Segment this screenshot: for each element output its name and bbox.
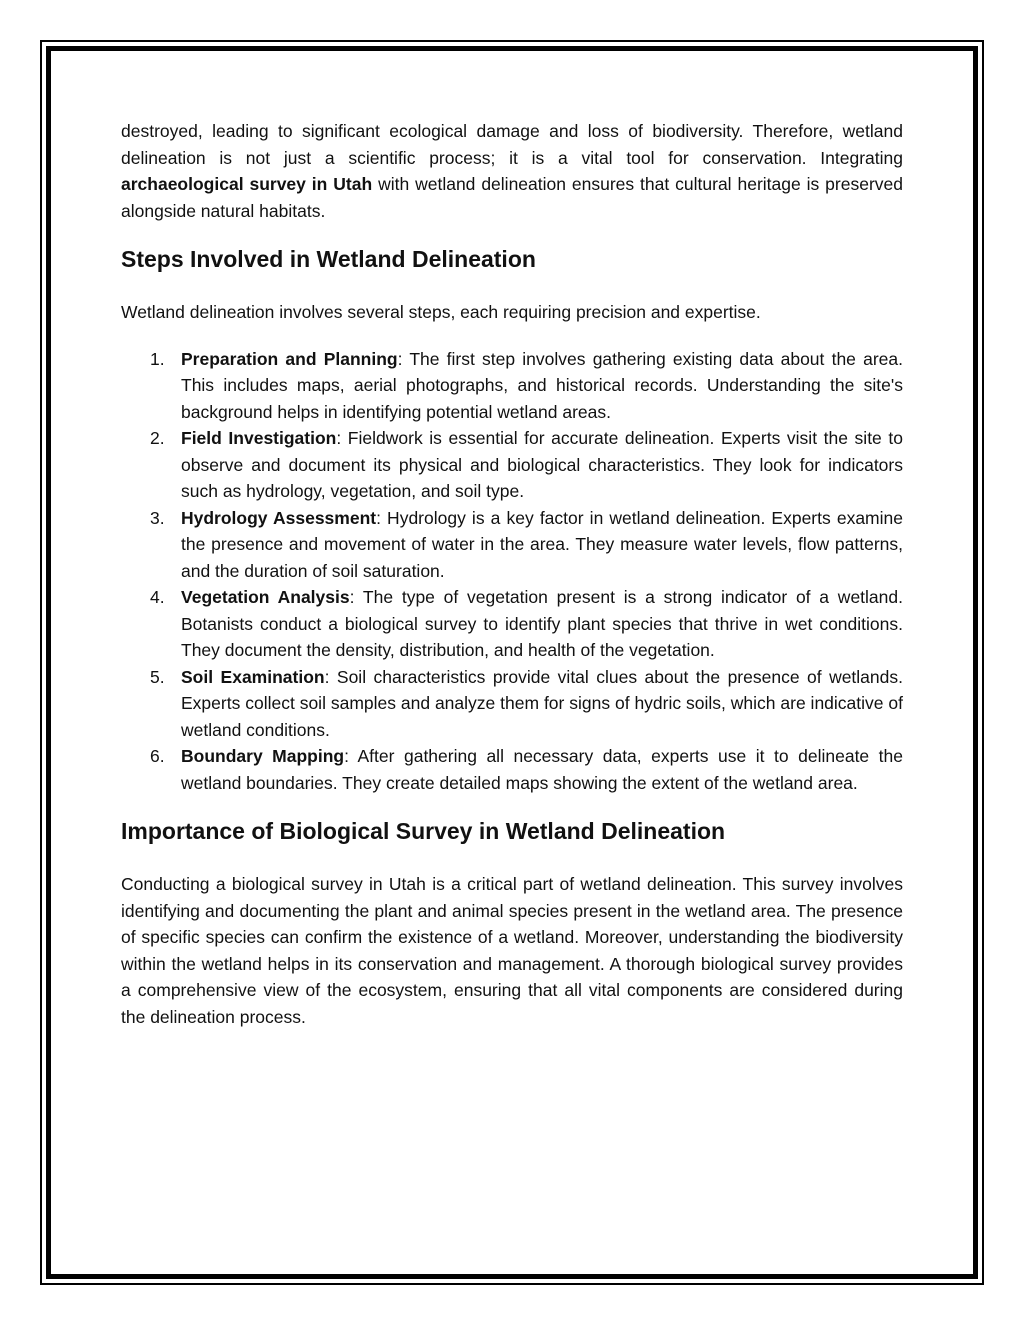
list-item (121, 346, 903, 426)
intro-text-start: destroyed, leading to significant ecological damage and loss of biodiversity. Therefore, wetland delineation is not just a scientific process; it is a vital tool for conservation. Integrating (121, 121, 903, 168)
list-item-title: Soil Examination (181, 666, 325, 687)
list-number: 5. (150, 666, 165, 687)
list-item-text: : The first step involves gathering existing data about the area. This includes maps, aerial photographs, and historical records. Understanding the site's background helps in identifying potential wetland areas. (181, 348, 903, 422)
list-number: 3. (150, 507, 165, 528)
steps-heading: Steps Involved in Wetland Delineation (121, 246, 536, 272)
list-item-text: : After gathering all necessary data, experts use it to delineate the wetland boundaries. They create detailed maps showing the extent of the wetland area. (181, 746, 903, 793)
list-item-title: Preparation and Planning (181, 348, 398, 369)
document-body (121, 118, 903, 1030)
list-number: 2. (150, 428, 165, 448)
list-item-text: : Fieldwork is essential for accurate delineation. Experts visit the site to observe and document its physical and biological characteristics. They look for indicators such as hydrology, vegetation, and soil type. (181, 428, 903, 501)
list-item-title: Vegetation Analysis (181, 587, 350, 607)
list-number: 6. (150, 746, 165, 766)
list-item-title: Boundary Mapping (181, 746, 345, 766)
list-item-title: Field Investigation (181, 428, 337, 448)
steps-list (121, 346, 903, 797)
intro-bold-link-text: archaeological survey in Utah (121, 174, 373, 194)
list-number: 4. (150, 587, 165, 607)
intro-text-end: with wetland delineation ensures that cultural heritage is preserved alongside natural habitats. (121, 174, 903, 221)
list-item-text: : The type of vegetation present is a strong indicator of a wetland. Botanists conduct a biological survey to identify plant species that thrive in wet conditions. They document the density, distribution, and health of the vegetation. (181, 587, 903, 660)
list-item-text: : Soil characteristics provide vital clues about the presence of wetlands. Experts collect soil samples and analyze them for signs of hydric soils, which are indicative of wetland conditions. (181, 666, 903, 740)
steps-intro-paragraph: Wetland delineation involves several steps, each requiring precision and expertise. (121, 302, 761, 322)
importance-heading: Importance of Biological Survey in Wetland Delineation (121, 818, 726, 844)
intro-paragraph (121, 118, 903, 224)
list-item (121, 505, 903, 585)
list-item (121, 425, 903, 505)
list-number: 1. (150, 348, 165, 369)
importance-paragraph: Conducting a biological survey in Utah is a critical part of wetland delineation. This survey involves identifying and documenting the plant and animal species present in the wetland area. The presence of specific species can confirm the existence of a wetland. Moreover, understanding the biodiversity within the wetland helps in its conservation and management. A thorough biological survey provides a comprehensive view of the ecosystem, ensuring that all vital components are considered during the delineation process. (121, 874, 903, 1027)
list-item (121, 743, 903, 796)
list-item (121, 664, 903, 744)
list-item-title: Hydrology Assessment (181, 507, 377, 528)
list-item-text: : Hydrology is a key factor in wetland delineation. Experts examine the presence and movement of water in the area. They measure water levels, flow patterns, and the duration of soil saturation. (181, 507, 903, 581)
list-item (121, 584, 903, 664)
